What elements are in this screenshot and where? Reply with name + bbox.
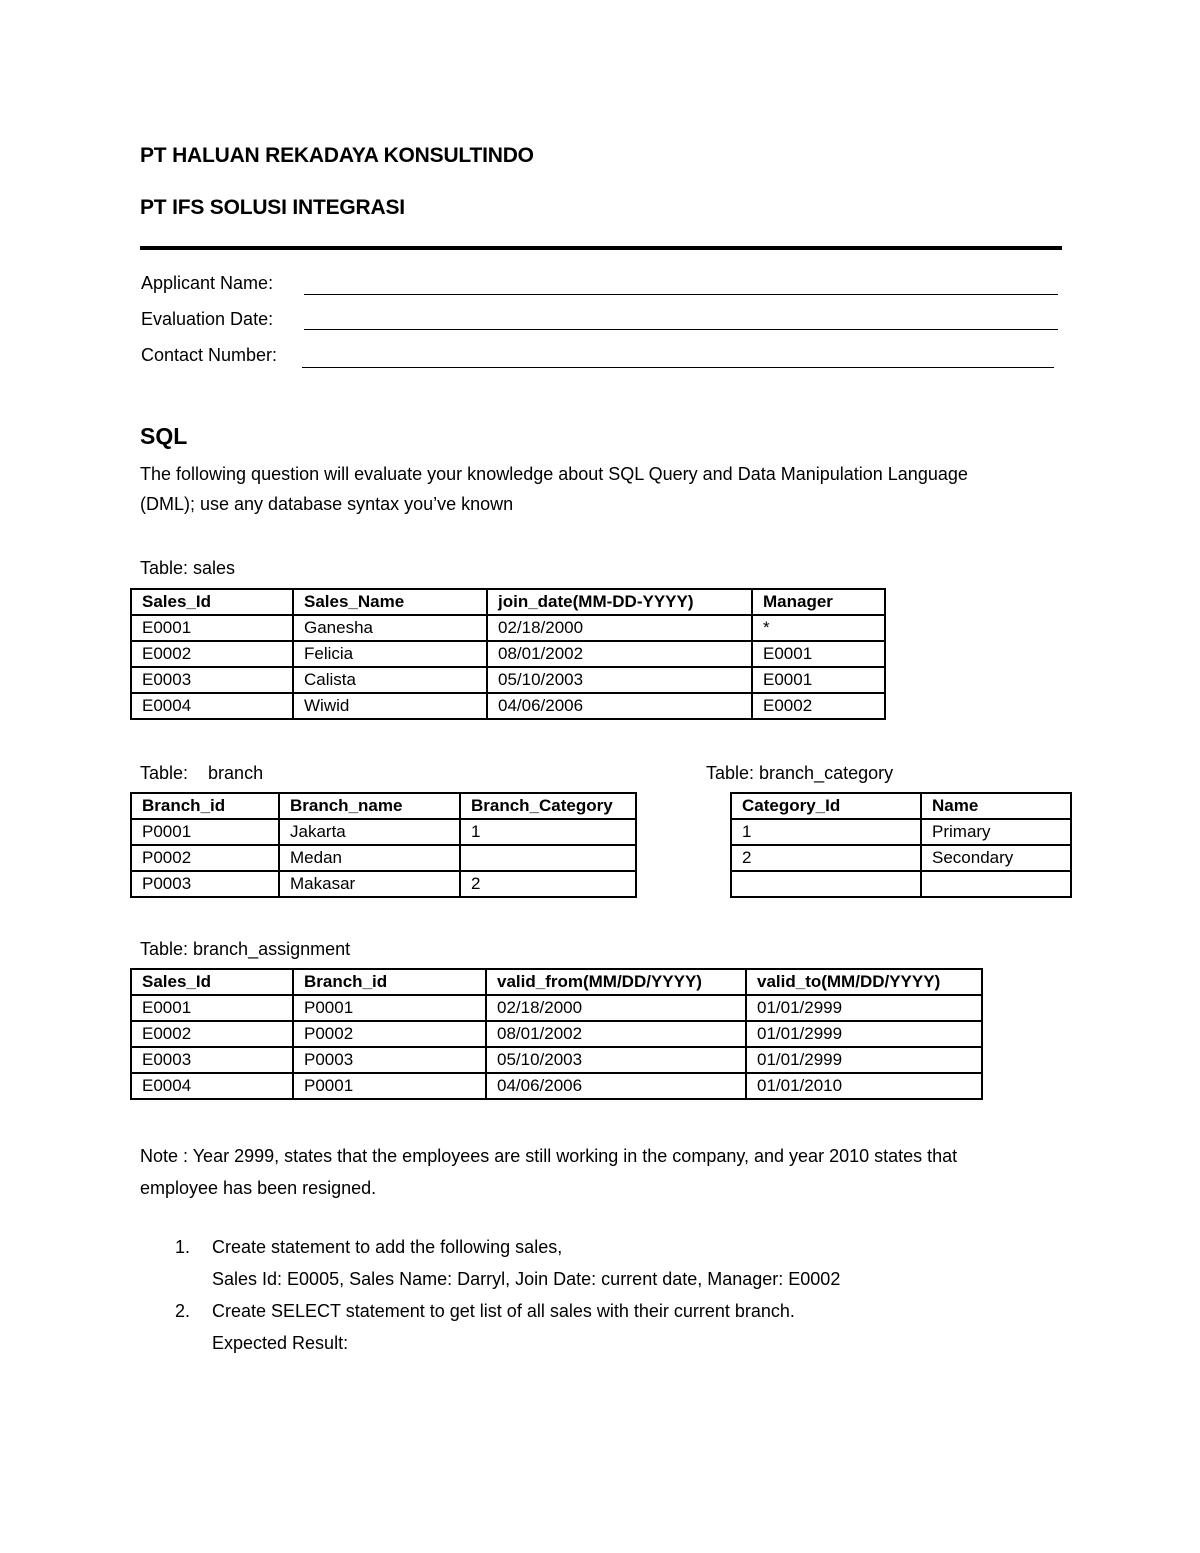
- table-row: [131, 819, 636, 845]
- table-cell: 1: [460, 819, 636, 845]
- table-header-row: [731, 793, 1071, 819]
- header-cell: Branch_name: [279, 793, 460, 819]
- table-cell: P0002: [131, 845, 279, 871]
- table-row: [131, 1047, 982, 1073]
- table-cell: 1: [731, 819, 921, 845]
- contact-number-label: Contact Number:: [141, 345, 278, 365]
- table-cell: 08/01/2002: [487, 641, 752, 667]
- header-cell: Sales_Id: [131, 589, 293, 615]
- branch-assignment-table: [130, 968, 983, 1100]
- table-row: [131, 871, 636, 897]
- header-cell: Branch_id: [131, 793, 279, 819]
- table-cell: Wiwid: [293, 693, 487, 719]
- branch-table: [130, 792, 637, 898]
- table-cell: 2: [731, 845, 921, 871]
- question-detail: Sales Id: E0005, Sales Name: Darryl, Join Date: current date, Manager: E0002: [212, 1269, 841, 1289]
- table-header-row: [131, 589, 885, 615]
- evaluation-date-label: Evaluation Date:: [141, 309, 274, 329]
- note-line-2: employee has been resigned.: [140, 1178, 377, 1198]
- table-cell: 05/10/2003: [487, 667, 752, 693]
- intro-line-2: (DML); use any database syntax you’ve known: [140, 494, 514, 514]
- table-row: [131, 845, 636, 871]
- question-text: Create SELECT statement to get list of all sales with their current branch.: [212, 1301, 795, 1321]
- contact-number-field[interactable]: [302, 367, 1054, 368]
- table-cell: 08/01/2002: [486, 1021, 746, 1047]
- applicant-name-label: Applicant Name:: [141, 273, 274, 293]
- section-title: SQL: [140, 423, 188, 449]
- table-cell: Primary: [921, 819, 1071, 845]
- question-text: Create statement to add the following sales,: [212, 1237, 563, 1257]
- table-cell: Calista: [293, 667, 487, 693]
- branch-category-table-caption: Table: branch_category: [706, 763, 894, 783]
- header-cell: Sales_Id: [131, 969, 293, 995]
- table-cell: Jakarta: [279, 819, 460, 845]
- intro-line-1: The following question will evaluate your knowledge about SQL Query and Data Manipulation Language: [140, 464, 968, 484]
- table-cell: P0002: [293, 1021, 486, 1047]
- header-divider: [140, 246, 1062, 250]
- table-cell: Felicia: [293, 641, 487, 667]
- table-header-row: [131, 969, 982, 995]
- applicant-name-field[interactable]: [304, 294, 1058, 295]
- table-cell: E0002: [131, 1021, 293, 1047]
- sales-table: [130, 588, 886, 720]
- table-cell: E0004: [131, 693, 293, 719]
- table-cell: P0001: [293, 1073, 486, 1099]
- header-cell: valid_to(MM/DD/YYYY): [746, 969, 982, 995]
- header-cell: Branch_id: [293, 969, 486, 995]
- table-cell: E0004: [131, 1073, 293, 1099]
- table-cell: 01/01/2010: [746, 1073, 982, 1099]
- table-cell: 01/01/2999: [746, 1021, 982, 1047]
- branch-table-caption: Table: branch: [140, 763, 264, 783]
- table-row: [131, 995, 982, 1021]
- company-name-primary: PT HALUAN REKADAYA KONSULTINDO: [140, 144, 534, 167]
- table-cell: 04/06/2006: [487, 693, 752, 719]
- table-row: [731, 871, 1071, 897]
- header-cell: Manager: [752, 589, 885, 615]
- table-cell: 01/01/2999: [746, 995, 982, 1021]
- question-detail: Expected Result:: [212, 1333, 349, 1353]
- header-cell: join_date(MM-DD-YYYY): [487, 589, 752, 615]
- table-cell: E0001: [752, 641, 885, 667]
- table-cell: P0001: [293, 995, 486, 1021]
- table-cell: 04/06/2006: [486, 1073, 746, 1099]
- company-name-secondary: PT IFS SOLUSI INTEGRASI: [140, 196, 405, 219]
- table-cell: E0001: [131, 995, 293, 1021]
- table-row: [131, 615, 885, 641]
- table-row: [131, 693, 885, 719]
- table-row: [731, 819, 1071, 845]
- table-cell: P0003: [131, 871, 279, 897]
- table-cell: 2: [460, 871, 636, 897]
- table-cell: Ganesha: [293, 615, 487, 641]
- table-cell: E0003: [131, 1047, 293, 1073]
- branch-assignment-table-caption: Table: branch_assignment: [140, 939, 351, 959]
- table-row: [731, 845, 1071, 871]
- table-cell: Medan: [279, 845, 460, 871]
- question-number: 2.: [174, 1301, 190, 1321]
- table-row: [131, 1073, 982, 1099]
- table-cell: 05/10/2003: [486, 1047, 746, 1073]
- question-number: 1.: [174, 1237, 190, 1257]
- header-cell: Branch_Category: [460, 793, 636, 819]
- table-cell: 02/18/2000: [487, 615, 752, 641]
- table-cell: E0002: [752, 693, 885, 719]
- header-cell: valid_from(MM/DD/YYYY): [486, 969, 746, 995]
- note-line-1: Note : Year 2999, states that the employees are still working in the company, and year 2010 states that: [140, 1146, 958, 1166]
- branch-category-table: [730, 792, 1072, 898]
- evaluation-date-field[interactable]: [304, 329, 1058, 330]
- table-cell: [460, 845, 636, 871]
- header-cell: Category_Id: [731, 793, 921, 819]
- table-cell: E0001: [752, 667, 885, 693]
- table-cell: 01/01/2999: [746, 1047, 982, 1073]
- table-cell: P0001: [131, 819, 279, 845]
- table-cell: P0003: [293, 1047, 486, 1073]
- table-cell: *: [752, 615, 885, 641]
- table-header-row: [131, 793, 636, 819]
- table-row: [131, 1021, 982, 1047]
- table-cell: [921, 871, 1071, 897]
- header-cell: Sales_Name: [293, 589, 487, 615]
- table-cell: E0002: [131, 641, 293, 667]
- table-row: [131, 641, 885, 667]
- table-cell: E0003: [131, 667, 293, 693]
- header-cell: Name: [921, 793, 1071, 819]
- table-row: [131, 667, 885, 693]
- table-cell: Makasar: [279, 871, 460, 897]
- sales-table-caption: Table: sales: [140, 558, 236, 578]
- table-cell: Secondary: [921, 845, 1071, 871]
- table-cell: 02/18/2000: [486, 995, 746, 1021]
- table-cell: E0001: [131, 615, 293, 641]
- table-cell: [731, 871, 921, 897]
